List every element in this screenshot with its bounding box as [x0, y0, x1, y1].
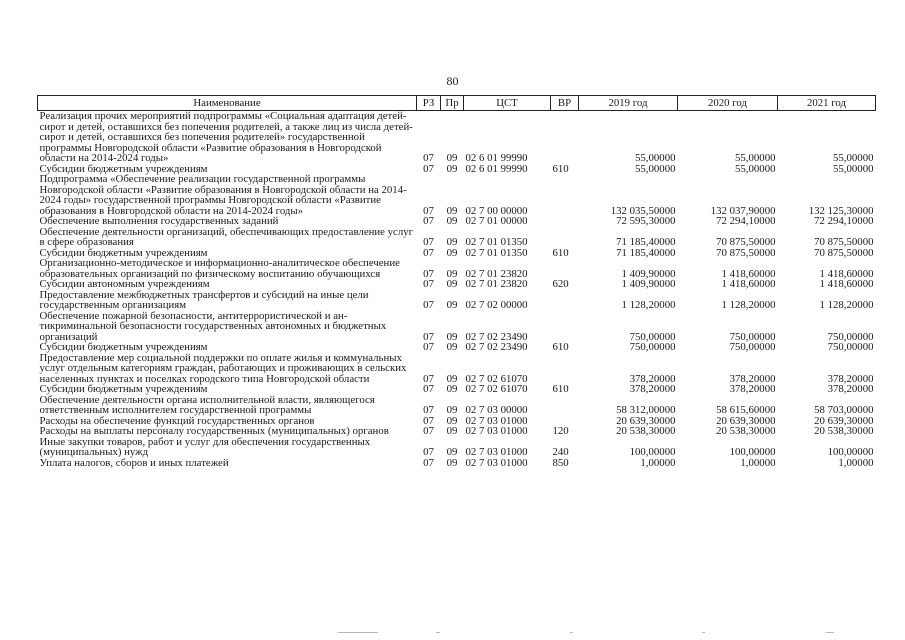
cell-name: Реализация прочих мероприятий подпрограммы «Социальная адаптация детей-сирот и детей, оставшихся без попечения родителей, а также лиц из числа детей-сирот и детей, оставшихся без попечения родителей» государственной программы Новгородской области «Развитие образования в Новгородской области на 2014-2024 годы»	[39, 110, 413, 164]
cell-2019: 20 538,30000	[616, 425, 676, 437]
cell-pr: 09	[446, 414, 458, 427]
cell-pr: 09	[446, 215, 458, 227]
cell-rz: 07	[423, 236, 434, 248]
cell-2019: 1 409,90000	[621, 278, 676, 290]
cell-2020: 1,00000	[740, 456, 776, 469]
cell-vr	[551, 290, 579, 311]
cell-rz: 07	[423, 152, 434, 164]
table-row	[38, 353, 876, 385]
cell-2020: 378,20000	[729, 372, 776, 385]
table-row	[38, 458, 876, 469]
cell-2021: 378,20000	[827, 383, 874, 395]
cell-vr	[551, 227, 579, 248]
table-row	[38, 395, 876, 416]
table-header-row	[38, 96, 876, 111]
cell-name: Предоставление мер социальной поддержки по оплате жилья и коммунальных услуг отдельным категориям граждан, работающих и проживающих в сельских населенных пунктах и поселках городского типа Новгородской области	[39, 351, 407, 385]
cell-rz: 07	[423, 204, 434, 217]
cell-2019: 1,00000	[640, 456, 676, 469]
cell-2021: 55,00000	[833, 162, 874, 175]
cell-cst: 02 7 02 61070	[465, 383, 528, 395]
cell-vr	[551, 395, 579, 416]
cell-2021: 132 125,30000	[808, 204, 874, 217]
cell-2021: 20 538,30000	[814, 425, 874, 437]
cell-2020: 100,00000	[729, 446, 776, 458]
table-row	[38, 258, 876, 279]
cell-2021: 1 418,60000	[819, 267, 874, 280]
header-cst: ЦСТ	[464, 96, 551, 111]
cell-2020: 70 875,50000	[716, 246, 776, 259]
cell-2019: 71 185,40000	[616, 236, 676, 248]
header-vr: ВР	[551, 96, 579, 111]
cell-name: Уплата налогов, сборов и иных платежей	[39, 456, 229, 469]
cell-name: Подпрограмма «Обеспечение реализации государственной программы Новгородской области «Развитие образования в Новгородской области на 2014-2024 годы» государственной программы Новгородской области «Развитие образования в Новгородской области на 2014-2024 годы»	[39, 173, 407, 217]
cell-2019: 750,00000	[629, 341, 676, 353]
cell-rz: 07	[423, 215, 434, 227]
table-row	[38, 290, 876, 311]
cell-cst: 02 7 02 61070	[465, 372, 528, 385]
cell-rz: 07	[423, 330, 434, 343]
cell-vr	[551, 258, 579, 279]
cell-rz: 07	[423, 404, 434, 416]
cell-cst: 02 7 03 01000	[465, 414, 528, 427]
cell-name: Расходы на обеспечение функций государственных органов	[39, 414, 315, 427]
cell-pr: 09	[446, 383, 458, 395]
table-row	[38, 111, 876, 164]
cell-cst: 02 7 02 23490	[465, 330, 528, 343]
cell-2020: 132 037,90000	[710, 204, 776, 217]
cell-pr: 09	[446, 267, 458, 280]
cell-cst: 02 7 03 01000	[465, 446, 528, 458]
cell-cst: 02 7 00 00000	[465, 204, 528, 217]
cell-rz: 07	[423, 383, 434, 395]
cell-pr: 09	[446, 425, 458, 437]
cell-2020: 750,00000	[729, 330, 776, 343]
cell-2020: 378,20000	[729, 383, 776, 395]
cell-rz: 07	[423, 446, 434, 458]
cell-cst: 02 7 03 01000	[465, 425, 528, 437]
cell-2019: 20 639,30000	[616, 414, 676, 427]
cell-pr: 09	[446, 299, 458, 311]
cell-cst: 02 6 01 99990	[465, 152, 528, 164]
cell-rz: 07	[423, 372, 434, 385]
cell-2019: 58 312,00000	[616, 404, 676, 416]
header-2019: 2019 год	[579, 96, 678, 111]
cell-cst: 02 7 01 23820	[465, 267, 528, 280]
cell-2021: 72 294,10000	[814, 215, 874, 227]
cell-pr: 09	[446, 204, 458, 217]
cell-vr: 620	[552, 278, 569, 290]
cell-2019: 100,00000	[629, 446, 676, 458]
cell-vr: 610	[552, 341, 569, 353]
cell-pr: 09	[446, 236, 458, 248]
header-2020: 2020 год	[678, 96, 778, 111]
cell-vr: 120	[552, 425, 569, 437]
budget-table	[37, 95, 876, 468]
table-row	[38, 384, 876, 395]
table-row	[38, 227, 876, 248]
page-number: 80	[446, 74, 459, 88]
cell-2021: 70 875,50000	[814, 236, 874, 248]
cell-pr: 09	[446, 446, 458, 458]
cell-cst: 02 7 01 01350	[465, 236, 528, 248]
cell-rz: 07	[423, 299, 434, 311]
cell-vr	[551, 174, 579, 216]
cell-rz: 07	[423, 341, 434, 353]
cell-vr	[551, 111, 579, 164]
cell-pr: 09	[446, 246, 458, 259]
cell-2019: 72 595,30000	[616, 215, 676, 227]
header-pr: Пр	[441, 96, 464, 111]
cell-2019: 1 128,20000	[621, 299, 676, 311]
table-row	[38, 279, 876, 290]
cell-2021: 1 418,60000	[819, 278, 874, 290]
cell-2021: 55,00000	[833, 152, 874, 164]
cell-vr	[551, 353, 579, 385]
cell-name: Обеспечение деятельности органа исполнительной власти, являющегося ответственным исполнителем государственной программы	[39, 393, 375, 416]
cell-pr: 09	[446, 152, 458, 164]
cell-name: Обеспечение выполнения государственных заданий	[39, 215, 279, 227]
cell-vr: 610	[552, 246, 569, 259]
table-row	[38, 216, 876, 227]
cell-cst: 02 7 02 00000	[465, 299, 528, 311]
table-row	[38, 426, 876, 437]
cell-name: Организационно-методическое и информационно-аналитическое обеспечение образовательных организаций по физическому воспитанию обучающихся	[39, 257, 400, 280]
cell-2021: 378,20000	[827, 372, 874, 385]
cell-name: Субсидии бюджетным учреждениям	[39, 341, 208, 353]
page-bottom-scan-marks	[0, 629, 905, 635]
cell-2020: 20 639,30000	[716, 414, 776, 427]
table-row	[38, 311, 876, 343]
cell-rz: 07	[423, 267, 434, 280]
cell-2019: 55,00000	[635, 152, 676, 164]
cell-pr: 09	[446, 162, 458, 175]
cell-name: Обеспечение деятельности организаций, обеспечивающих предоставление услуг в сфере образования	[39, 225, 414, 248]
cell-2021: 20 639,30000	[814, 414, 874, 427]
cell-vr	[551, 216, 579, 227]
cell-name: Субсидии бюджетным учреждениям	[39, 162, 208, 175]
cell-name: Предоставление межбюджетных трансфертов и субсидий на иные цели государственным организациям	[39, 288, 369, 311]
cell-rz: 07	[423, 425, 434, 437]
cell-2020: 72 294,10000	[716, 215, 776, 227]
cell-2020: 20 538,30000	[716, 425, 776, 437]
cell-2019: 378,20000	[629, 372, 676, 385]
cell-2019: 378,20000	[629, 383, 676, 395]
cell-2021: 70 875,50000	[814, 246, 874, 259]
cell-vr: 240	[552, 446, 569, 458]
cell-vr: 610	[552, 162, 569, 175]
cell-2020: 70 875,50000	[716, 236, 776, 248]
cell-2020: 1 128,20000	[721, 299, 776, 311]
cell-2019: 71 185,40000	[616, 246, 676, 259]
cell-name: Субсидии бюджетным учреждениям	[39, 246, 208, 259]
cell-vr: 610	[552, 383, 569, 395]
cell-rz: 07	[423, 278, 434, 290]
cell-2021: 750,00000	[827, 341, 874, 353]
cell-2020: 55,00000	[735, 162, 776, 175]
cell-pr: 09	[446, 278, 458, 290]
cell-name: Расходы на выплаты персоналу государственных (муниципальных) органов	[39, 425, 389, 437]
cell-2020: 1 418,60000	[721, 267, 776, 280]
header-name: Наименование	[38, 96, 417, 111]
cell-cst: 02 6 01 99990	[465, 162, 528, 175]
cell-pr: 09	[446, 404, 458, 416]
cell-2020: 55,00000	[735, 152, 776, 164]
cell-name: Иные закупки товаров, работ и услуг для обеспечения государственных (муниципальных) нужд	[39, 435, 371, 458]
table-row	[38, 437, 876, 458]
cell-vr	[551, 311, 579, 343]
cell-rz: 07	[423, 414, 434, 427]
cell-2021: 100,00000	[827, 446, 874, 458]
cell-2020: 750,00000	[729, 341, 776, 353]
cell-rz: 07	[423, 162, 434, 175]
header-2021: 2021 год	[778, 96, 876, 111]
cell-cst: 02 7 03 00000	[465, 404, 528, 416]
cell-2021: 58 703,00000	[814, 404, 874, 416]
table-row	[38, 342, 876, 353]
cell-name: Субсидии бюджетным учреждениям	[39, 383, 208, 395]
cell-2021: 1,00000	[838, 456, 874, 469]
cell-cst: 02 7 01 01350	[465, 246, 528, 259]
cell-pr: 09	[446, 341, 458, 353]
cell-2020: 1 418,60000	[721, 278, 776, 290]
header-rz: РЗ	[417, 96, 441, 111]
cell-name: Обеспечение пожарной безопасности, антитеррористической и антикриминальной безопасности государственных автономных и бюджетных организаций	[39, 309, 387, 343]
table-row	[38, 174, 876, 216]
cell-pr: 09	[446, 372, 458, 385]
cell-cst: 02 7 01 00000	[465, 215, 528, 227]
cell-2019: 1 409,90000	[621, 267, 676, 280]
cell-cst: 02 7 01 23820	[465, 278, 528, 290]
cell-2019: 132 035,50000	[610, 204, 676, 217]
cell-name: Субсидии автономным учреждениям	[39, 278, 210, 290]
cell-2019: 55,00000	[635, 162, 676, 175]
cell-cst: 02 7 03 01000	[465, 456, 528, 469]
cell-pr: 09	[446, 456, 458, 469]
cell-cst: 02 7 02 23490	[465, 341, 528, 353]
cell-2019: 750,00000	[629, 330, 676, 343]
cell-2021: 750,00000	[827, 330, 874, 343]
cell-rz: 07	[423, 246, 434, 259]
cell-rz: 07	[423, 456, 434, 469]
cell-2021: 1 128,20000	[819, 299, 874, 311]
cell-vr: 850	[552, 456, 569, 469]
cell-2020: 58 615,60000	[716, 404, 776, 416]
cell-pr: 09	[446, 330, 458, 343]
